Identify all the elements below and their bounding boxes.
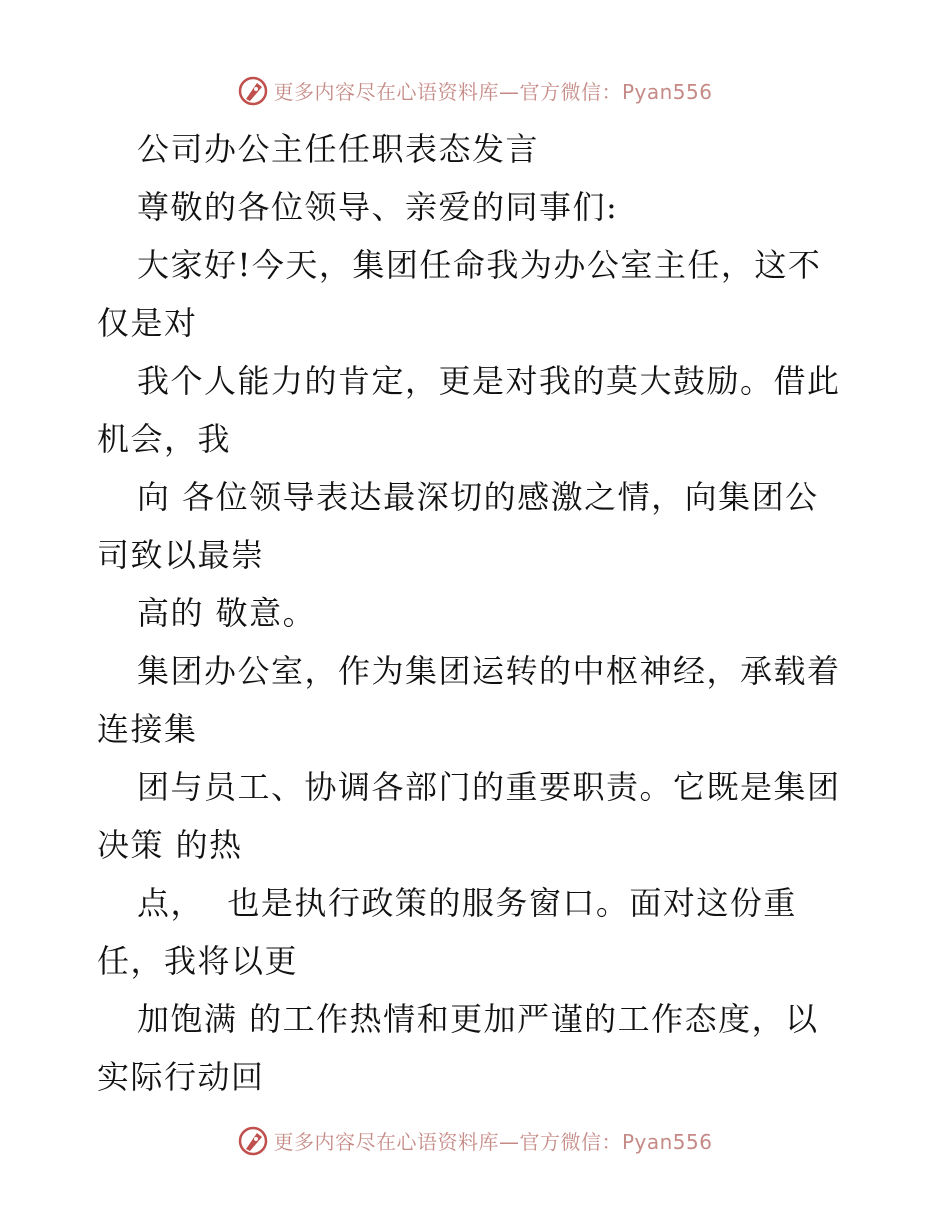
text-line: 点， 也是执行政策的服务窗口。面对这份重 [137, 884, 797, 922]
footer-watermark-banner [0, 1120, 950, 1160]
text-line: 团与员工、协调各部门的重要职责。它既是集团 [137, 768, 841, 806]
document-title: 公司办公主任任职表态发言 [137, 130, 540, 168]
text-line: 司致以最崇 [97, 536, 265, 574]
text-line: 向 各位领导表达最深切的感激之情，向集团公 [137, 478, 819, 516]
pen-nib-logo-icon [237, 74, 269, 106]
text-line: 我个人能力的肯定，更是对我的莫大鼓励。借此 [137, 362, 841, 400]
pen-nib-logo-icon [237, 1124, 269, 1156]
text-line: 集团办公室，作为集团运转的中枢神经，承载着 [137, 652, 841, 690]
text-line: 任，我将以更 [97, 942, 299, 980]
text-line: 大家好!今天，集团任命我为办公室主任，这不 [137, 246, 822, 284]
text-line: 决策 的热 [97, 826, 243, 864]
text-line: 高的 敬意。 [137, 594, 317, 632]
text-line: 加饱满 的工作热情和更加严谨的工作态度，以 [137, 1000, 819, 1038]
document-body [97, 120, 857, 1106]
greeting-line: 尊敬的各位领导、亲爱的同事们: [137, 188, 619, 226]
text-line: 机会，我 [97, 420, 232, 458]
text-line: 实际行动回 [97, 1058, 265, 1096]
text-line: 连接集 [97, 710, 198, 748]
header-watermark-banner [0, 70, 950, 110]
watermark-text: 更多内容尽在心语资料库—官方微信：Pyan556 [273, 1129, 713, 1154]
text-line: 仅是对 [97, 304, 198, 342]
watermark-text: 更多内容尽在心语资料库—官方微信：Pyan556 [273, 79, 713, 104]
